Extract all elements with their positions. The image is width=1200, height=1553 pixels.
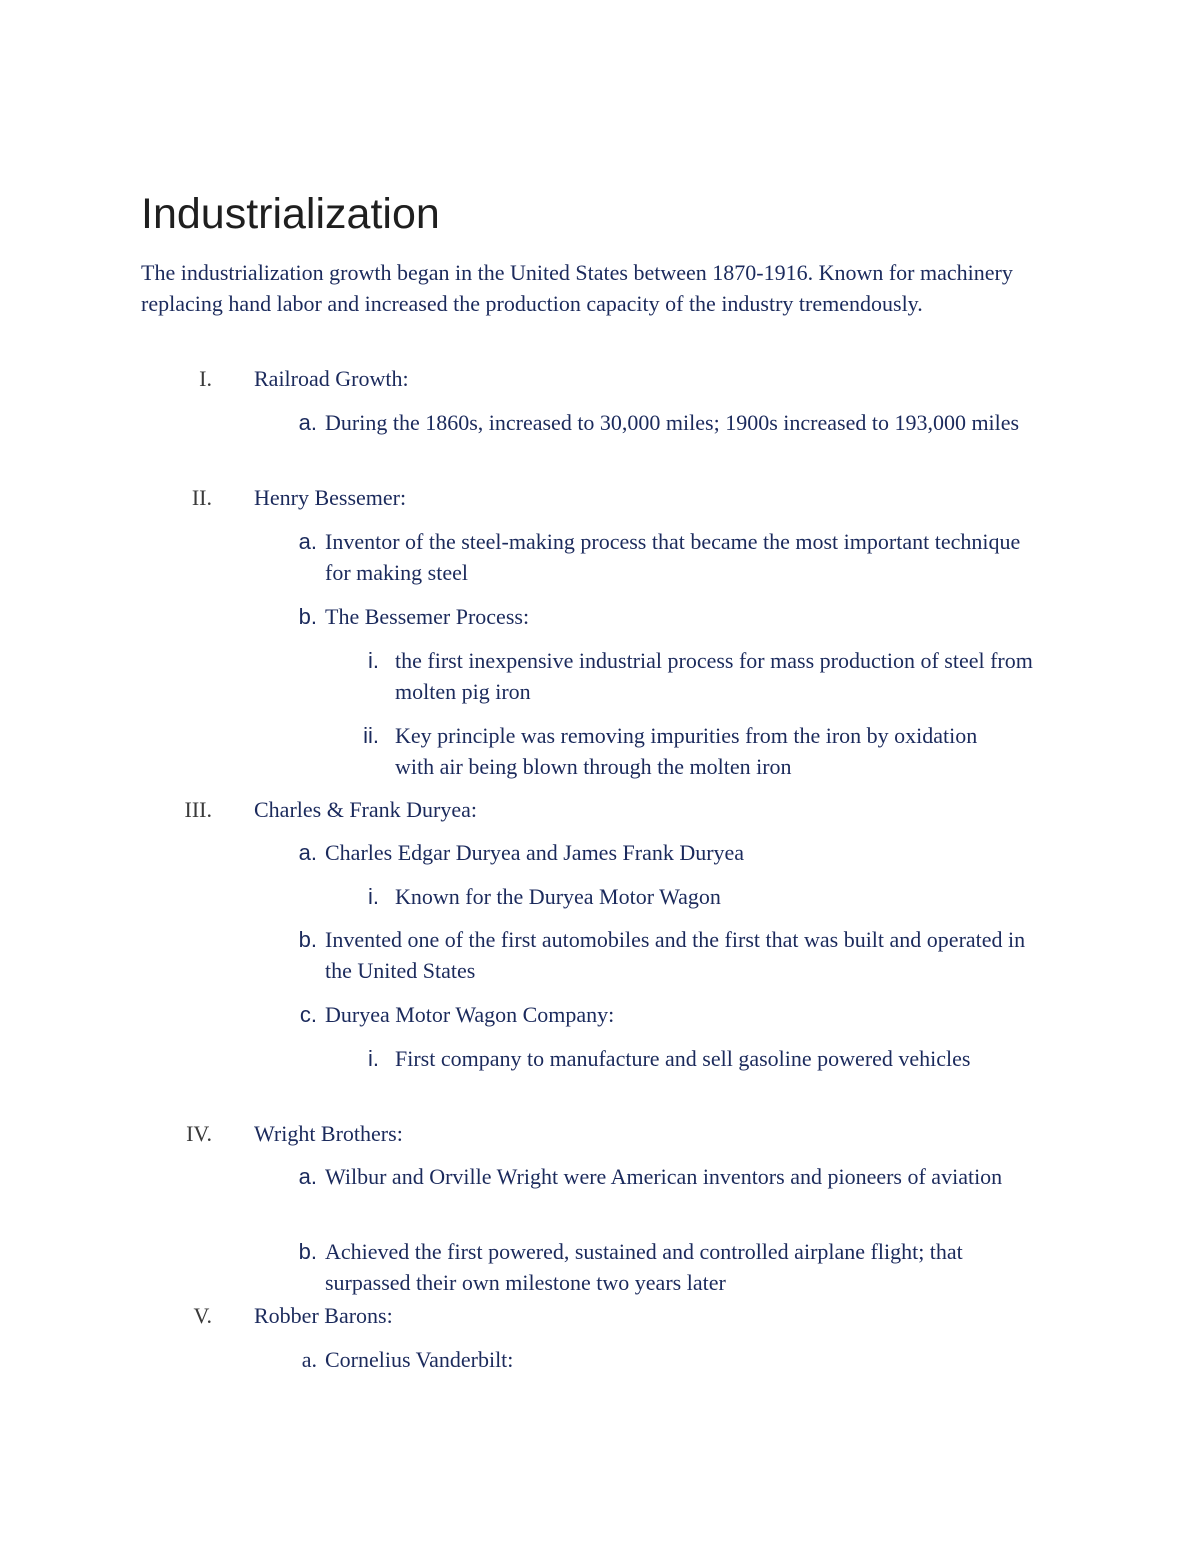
outline-subitem [299, 999, 1025, 1030]
outline-item-wright-brothers [186, 1118, 1054, 1149]
outline-subitem-text: Duryea Motor Wagon Company: [325, 1002, 615, 1027]
outline-marker: III. [184, 797, 212, 822]
outline-subitem-text: Cornelius Vanderbilt: [325, 1347, 514, 1372]
outline-subitem [298, 407, 1025, 438]
outline-marker: IV. [186, 1121, 212, 1146]
outline-marker: b. [298, 927, 317, 952]
outline-marker: a. [301, 1347, 317, 1372]
outline-subitem-text: The Bessemer Process: [325, 604, 530, 629]
outline-subitem-text: Inventor of the steel-making process that became the most important technique for making steel [325, 529, 1021, 585]
outline-marker: II. [191, 485, 212, 510]
outline-subitem-text: Charles Edgar Duryea and James Frank Duryea [325, 840, 745, 865]
outline-item-henry-bessemer [191, 482, 1054, 513]
outline-subsubitem-text: Key principle was removing impurities from the iron by oxidation with air being blown through the molten iron [395, 723, 978, 779]
outline-subsubitem [368, 881, 995, 912]
outline-marker: i. [368, 648, 379, 673]
outline-subitem [298, 601, 1025, 632]
outline-item-duryea [184, 794, 1054, 825]
outline-label: Henry Bessemer: [254, 485, 407, 510]
outline-label: Charles & Frank Duryea: [254, 797, 477, 822]
intro-paragraph: The industrialization growth began in the United States between 1870-1916. Known for machinery replacing hand labor and increased the production capacity of the industry tremendously. [141, 260, 1013, 316]
outline-marker: a. [298, 840, 317, 865]
outline-marker: i. [368, 884, 379, 909]
outline-label: Wright Brothers: [254, 1121, 403, 1146]
outline-marker: i. [368, 1046, 379, 1071]
outline-subsubitem [368, 645, 1040, 707]
outline-marker: I. [199, 366, 212, 391]
outline-subitem [301, 1344, 1025, 1375]
outline-subitem [298, 1161, 1037, 1192]
outline-subitem [298, 924, 1030, 986]
outline-marker: c. [299, 1002, 317, 1027]
outline-marker: b. [298, 1239, 317, 1264]
outline-marker: V. [193, 1303, 212, 1328]
outline-subsubitem-text: the first inexpensive industrial process for mass production of steel from molten pig iron [395, 648, 1033, 704]
outline-subitem [298, 837, 1025, 868]
outline-marker: ii. [363, 723, 379, 748]
outline-subsubitem [368, 1043, 995, 1074]
outline-subsubitem [363, 720, 995, 782]
outline-subitem [298, 1236, 1037, 1298]
outline-subitem-text: Achieved the first powered, sustained and controlled airplane flight; that surpassed their own milestone two years later [325, 1239, 963, 1295]
outline-item-robber-barons [193, 1300, 1054, 1331]
document-title: Industrialization [141, 190, 440, 238]
outline-subitem [298, 526, 1037, 588]
outline-label: Railroad Growth: [254, 366, 409, 391]
outline-marker: b. [298, 604, 317, 629]
outline-subsubitem-text: First company to manufacture and sell gasoline powered vehicles [395, 1046, 971, 1071]
outline-marker: a. [298, 529, 317, 554]
outline-item-railroad-growth [199, 363, 1054, 394]
outline-subitem-text: Wilbur and Orville Wright were American inventors and pioneers of aviation [325, 1164, 1003, 1189]
outline-subitem-text: During the 1860s, increased to 30,000 miles; 1900s increased to 193,000 miles [325, 410, 1020, 435]
outline-marker: a. [298, 1164, 317, 1189]
outline-label: Robber Barons: [254, 1303, 393, 1328]
outline-marker: a. [298, 410, 317, 435]
outline-subitem-text: Invented one of the first automobiles and the first that was built and operated in the United States [325, 927, 1026, 983]
outline-subsubitem-text: Known for the Duryea Motor Wagon [395, 884, 721, 909]
